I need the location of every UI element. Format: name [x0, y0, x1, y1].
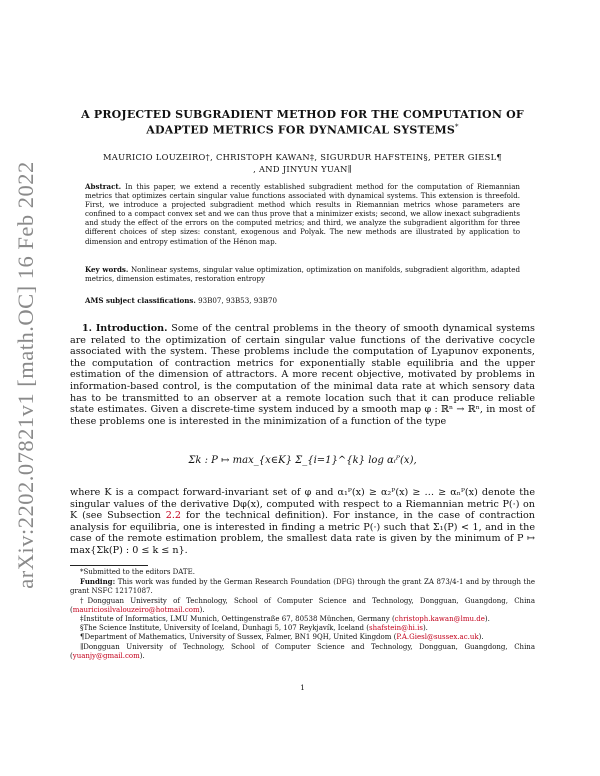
- display-equation: Σk : P ↦ max_{x∈K} Σ_{i=1}^{k} log αᵢᴾ(x),: [188, 455, 417, 466]
- footnote-submitted: *Submitted to the editors DATE.: [80, 568, 195, 576]
- introduction-paragraph: [70, 323, 535, 427]
- footnote-paragraph: [70, 633, 535, 642]
- introduction-text: Some of the central problems in the theory of smooth dynamical systems are related to the optimization of certain singular value functions of the derivative cocycle associated with the system. These problems include the computation of Lyapunov exponents, the computation of contraction metrics for exponentially stable equilibria and the upper estimation of the dimension of attractors. A more recent objective, motivated by problems in information-based control, is the computation of the minimal data rate at which sensory data has to be transmitted to an observer at a remote location such that it can produce reliable state estimates. Given a discrete-time system induced by a smooth map φ : ℝⁿ → ℝⁿ, in most of these problems one is interested in the minimization of a function of the type: [70, 323, 535, 427]
- author-list: [70, 151, 535, 175]
- footnote-ddagger-text: ‡Institute of Informatics, LMU Munich, Oettingenstraße 67, 80538 München, Germany (: [80, 615, 395, 624]
- section-number: 1.: [82, 323, 93, 334]
- paper-title: [70, 109, 535, 137]
- funding-label: Funding:: [80, 577, 116, 587]
- footnote-parallel: [70, 643, 535, 661]
- email-link-giesl[interactable]: P.A.Giesl@sussex.ac.uk: [396, 633, 479, 642]
- footnote-funding: [70, 577, 535, 596]
- email-link-louzeiro[interactable]: mauriciosilvalouzeiro@hotmail.com: [72, 605, 200, 614]
- keywords: [85, 265, 520, 283]
- authors-line-2: , AND JINYUN YUAN∥: [253, 164, 352, 174]
- funding-text: This work was funded by the German Research Foundation (DFG) through the grant ZA 873/4-1 and by through the grant NSFC 12171087.: [70, 578, 535, 596]
- post-equation-text-2: for the technical definition). For instance, in the case of contraction analysis for equilibria, one is interested in finding a metric P(·) such that Σ₁(P) < 1, and in the case of the remote estimation problem, the smallest data rate is given by the minimum of P ↦ max{Σk(P) : 0 ≤ k ≤ n}.: [70, 510, 535, 556]
- section-heading: Introduction.: [95, 323, 168, 334]
- footnote-section-close: ).: [422, 624, 428, 633]
- email-link-hafstein[interactable]: shafstein@hi.is: [368, 624, 423, 633]
- footnote-paragraph-close: ).: [478, 633, 484, 642]
- footnote-ddagger-close: ).: [484, 615, 490, 624]
- footnote-rule: [70, 565, 148, 566]
- ams-label: AMS subject classifications.: [85, 296, 196, 305]
- page-number: 1: [300, 683, 305, 692]
- email-link-kawan[interactable]: christoph.kawan@lmu.de: [394, 615, 485, 624]
- footnotes: [70, 568, 535, 661]
- abstract: [85, 182, 520, 246]
- footnote-dagger: [70, 597, 535, 615]
- keywords-label: Key words.: [85, 265, 129, 274]
- title-text: A PROJECTED SUBGRADIENT METHOD FOR THE COMPUTATION OF ADAPTED METRICS FOR DYNAMICAL SYSTEMS: [81, 108, 524, 137]
- footnote-parallel-text: ∥Dongguan University of Technology, School of Computer Science and Technology, Dongguan, Guangdong, China (: [70, 642, 535, 660]
- footnote-section-text: §The Science Institute, University of Iceland, Dunhagi 5, 107 Reykjavík, Iceland (: [80, 624, 369, 633]
- title-footnote-mark: *: [455, 123, 459, 131]
- keywords-text: Nonlinear systems, singular value optimization, optimization on manifolds, subgradient algorithm, adapted metrics, dimension estimates, restoration entropy: [85, 265, 520, 284]
- post-equation-text-1: where K is a compact forward-invariant set of φ and α₁ᴾ(x) ≥ α₂ᴾ(x) ≥ … ≥ αₙᴾ(x) denote the singular values of the derivative Dφ(x), computed with respect to a Riemannian metric P(·) on K (see Subsection: [70, 487, 535, 522]
- arxiv-sidebar-stamp: [6, 160, 46, 590]
- footnote-dagger-text: †Dongguan University of Technology, School of Computer Science and Technology, Dongguan, Guangdong, China (: [70, 596, 535, 614]
- ams-codes: 93B07, 93B53, 93B70: [198, 296, 277, 305]
- subsection-link[interactable]: 2.2: [165, 510, 182, 522]
- footnote-parallel-close: ).: [139, 651, 145, 660]
- ams-classification: [85, 296, 520, 305]
- footnote-ddagger: [70, 615, 535, 624]
- footnote-dagger-close: ).: [199, 605, 205, 614]
- arxiv-identifier: arXiv:2202.07821v1 [math.OC] 16 Feb 2022: [13, 161, 38, 589]
- abstract-text: In this paper, we extend a recently established subgradient method for the computation of Riemannian metrics that optimizes certain singular value functions associated with dynamical systems. This extension is threefold. First, we introduce a projected subgradient method which results in Riemannian metrics whose parameters are confined to a compact convex set and we can thus prove that a minimizer exists; second, we allow inexact subgradients and study the effect of the errors on the computed metrics; and third, we analyze the subgradient algorithm for three different choices of step sizes: constant, exogenous and Polyak. The new methods are illustrated by application to dimension and entropy estimation of the Hénon map.: [85, 182, 520, 246]
- footnote-section: [70, 624, 535, 633]
- email-link-yuan[interactable]: yuanjy@gmail.com: [72, 651, 140, 660]
- abstract-label: Abstract.: [85, 182, 122, 191]
- post-equation-paragraph: [70, 487, 535, 557]
- footnote-paragraph-text: ¶Department of Mathematics, University of Sussex, Falmer, BN1 9QH, United Kingdom (: [80, 633, 397, 642]
- authors-line-1: MAURICIO LOUZEIRO†, CHRISTOPH KAWAN‡, SIGURDUR HAFSTEIN§, PETER GIESL¶: [103, 152, 502, 162]
